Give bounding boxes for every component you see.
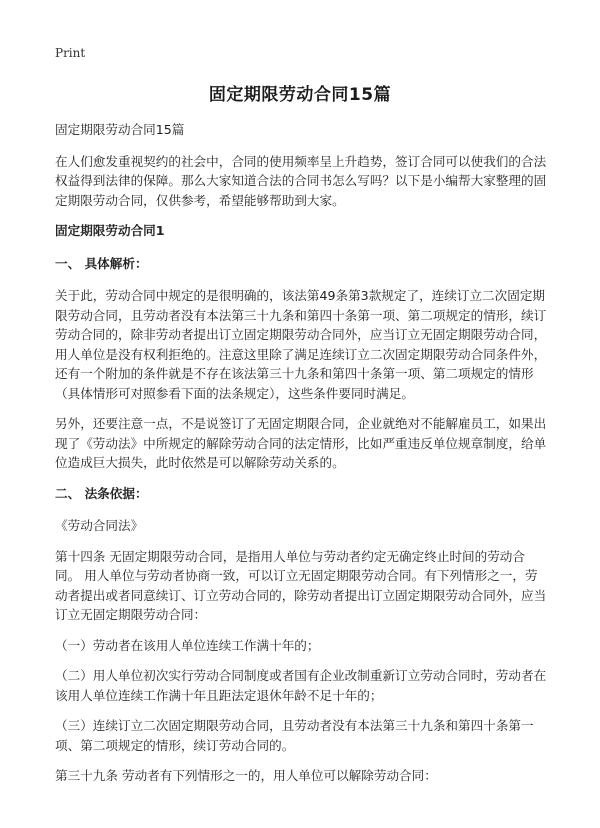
document-subtitle: 固定期限劳动合同15篇	[55, 122, 185, 137]
article-14-item-3: （三）连续订立二次固定期限劳动合同，且劳动者没有本法第三十九条和第四十条第一项、第二项规定的情形，续订劳动合同的。	[55, 718, 534, 753]
document-body	[55, 120, 550, 797]
article-14: 第十四条 无固定期限劳动合同，是指用人单位与劳动者约定无确定终止时间的劳动合同。 用人单位与劳动者协商一致，可以订立无固定期限劳动合同。有下列情形之一，劳动者提出或者同意续订、订立劳动合同的，除劳动者提出订立固定期限劳动合同外，应当订立无固定期限劳动合同：	[55, 548, 547, 622]
contract-heading: 固定期限劳动合同1	[55, 223, 165, 238]
section-legal-basis-label: 二、 法条依据：	[55, 485, 148, 501]
law-name: 《劳动合同法》	[55, 518, 144, 533]
analysis-paragraph-2: 另外，还要注意一点，不是说签订了无固定期限合同，企业就绝对不能解雇员工，如果出现了《劳动法》中所规定的解除劳动合同的法定情形，比如严重违反单位规章制度，给单位造成巨大损失，此时依然是可以解除劳动关系的。	[55, 416, 547, 470]
page-title: 固定期限劳动合同15篇	[208, 85, 392, 105]
analysis-paragraph-1: 关于此，劳动合同中规定的是很明确的，该法第49条第3款规定了，连续订立二次固定期限劳动合同，且劳动者没有本法第三十九条和第四十条第一项、第二项规定的情形，续订劳动合同的，除非劳动者提出订立固定期限劳动合同外，应当订立无固定期限劳动合同，用人单位是没有权利拒绝的。注意这里除了满足连续订立二次固定期限劳动合同条件外，还有一个附加的条件就是不存在该法第三十九条和第四十条第一项、第二项规定的情形（具体情形可对照参看下面的法条规定），这些条件要同时满足。	[55, 288, 547, 401]
article-39: 第三十九条 劳动者有下列情形之一的，用人单位可以解除劳动合同：	[55, 768, 437, 783]
article-14-item-1: （一）劳动者在该用人单位连续工作满十年的；	[55, 637, 320, 653]
print-label[interactable]: Print	[55, 46, 86, 60]
article-14-item-2: （二）用人单位初次实行劳动合同制度或者国有企业改制重新订立劳动合同时，劳动者在该用人单位连续工作满十年且距法定退休年龄不足十年的；	[55, 668, 547, 703]
section-analysis-label: 一、 具体解析：	[55, 255, 148, 271]
intro-paragraph: 在人们愈发重视契约的社会中，合同的使用频率呈上升趋势，签订合同可以使我们的合法权益得到法律的保障。那么大家知道合法的合同书怎么写吗？以下是小编帮大家整理的固定期限劳动合同，仅供参考，希望能够帮助到大家。	[55, 153, 547, 208]
